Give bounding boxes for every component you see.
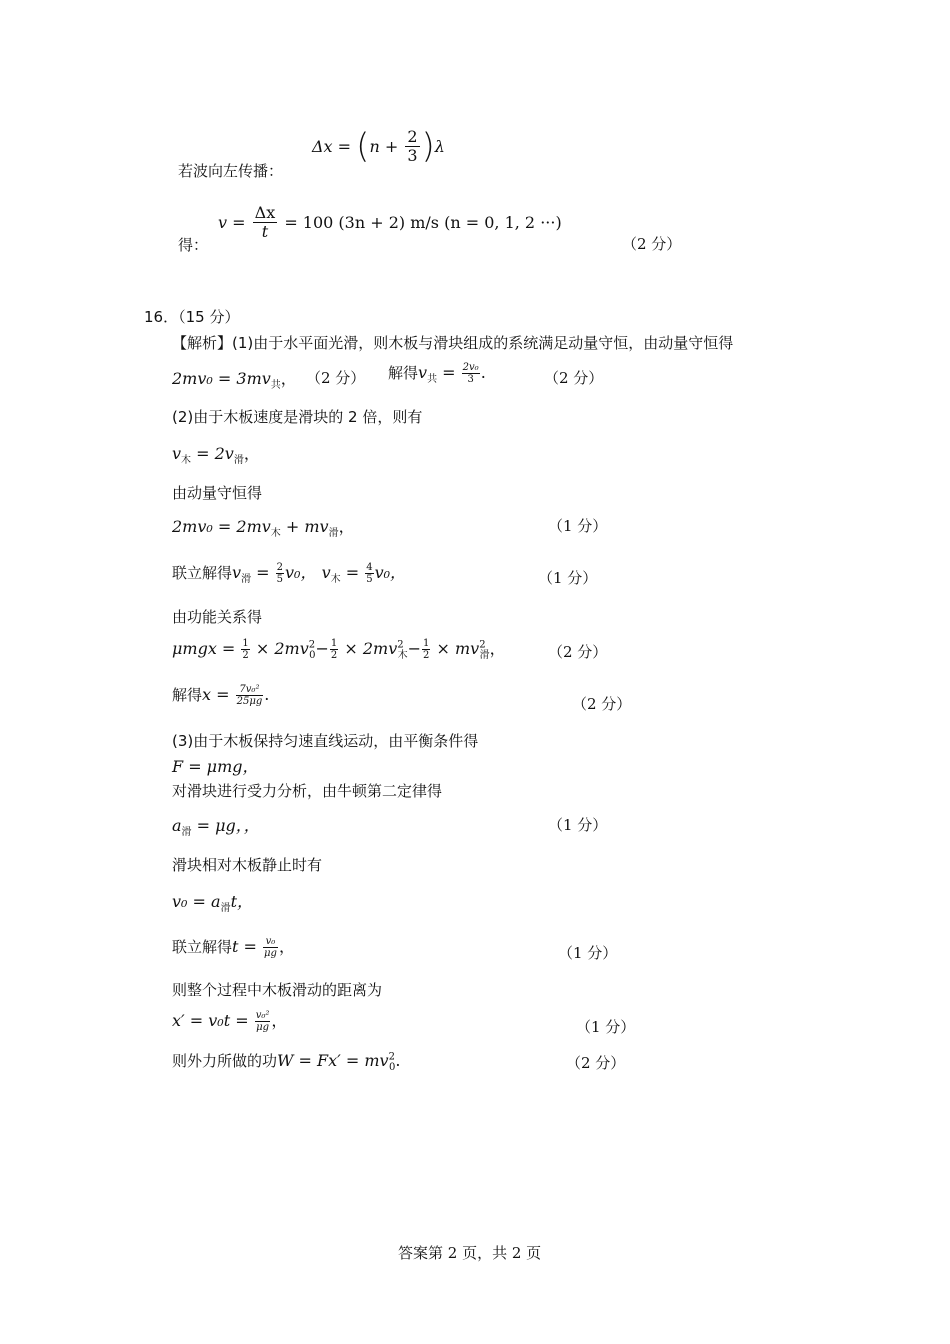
analysis-paragraph-6: 对滑块进行受力分析，由牛顿第二定律得 (172, 782, 443, 800)
score-eq8: （1 分） (548, 816, 608, 834)
analysis-paragraph-5: (3)由于木板保持匀速直线运动，由平衡条件得 (172, 732, 479, 750)
velocity-relation: $v_木 = 2v_滑$， (172, 444, 260, 467)
analysis-paragraph-8: 则整个过程中木板滑动的距离为 (172, 981, 383, 999)
analysis-paragraph-3: 由动量守恒得 (172, 484, 263, 502)
wave-left-label: 若波向左传播： (178, 162, 284, 180)
analysis-paragraph-7: 滑块相对木板静止时有 (172, 856, 323, 874)
score-eq1-a: （2 分） (306, 369, 366, 387)
score-eq6: （2 分） (572, 695, 632, 713)
energy-equation: μmgx = $\frac{1}{2}$ × $2mv^2_0-$ $\frac{1}{2}$ × $2mv^2_木-$ $\frac{1}{2}$ × $mv^2_滑$， (172, 638, 506, 662)
velocity-score: （2 分） (622, 235, 682, 253)
analysis-tag: 【解析】 (172, 334, 233, 352)
analysis-paragraph-2: (2)由于木板速度是滑块的 2 倍，则有 (172, 408, 423, 426)
velocity-label: 得： (178, 236, 209, 254)
solution-t: 联立解得t = $\frac{\text{v₀}}{\mu g}$ ， (172, 936, 295, 959)
wave-left-formula: Δx = (n + $\frac{2}{3}$ )λ (312, 126, 445, 167)
equilibrium-equation: F = μmg， (172, 757, 259, 776)
score-eq12: （2 分） (566, 1054, 626, 1072)
velocity-formula: v = $\frac{\Delta x}{t}$ = 100 (3n + 2) m/s (n = 0, 1, 2 ···) (218, 203, 562, 241)
score-eq1-b: （2 分） (544, 369, 604, 387)
solution-v-common: 解得$v_共$ = $\frac{\text{2v₀}}{3}$ . (388, 362, 486, 386)
question-16-header: 16．（15 分） (144, 308, 240, 326)
analysis-paragraph-1: 【解析】(1)由于水平面光滑，则木板与滑块组成的系统满足动量守恒，由动量守恒得 (172, 334, 734, 352)
solution-x: 解得x = $\frac{\text{7v₀²}}{25\mu g}$ . (172, 684, 270, 707)
page-footer: 答案第 2 页，共 2 页 (398, 1244, 542, 1262)
score-eq10: （1 分） (558, 944, 618, 962)
momentum-equation-1: $2mv_0 = 3mv_共$， (172, 369, 297, 392)
rest-condition-equation: $v_0 = a_滑t$， (172, 892, 254, 915)
score-eq11: （1 分） (576, 1018, 636, 1036)
work-equation: 则外力所做的功$W = Fx' = mv^2_0$. (172, 1051, 401, 1074)
solution-velocities: 联立解得$v_滑$ = $\frac{2}{5}$ v₀， $v_木$ = $\frac{4}{5}$ v₀， (172, 562, 407, 586)
score-eq3: （1 分） (548, 517, 608, 535)
acceleration-equation: $a_滑 = \mu g$，， (172, 816, 260, 839)
analysis-paragraph-4: 由功能关系得 (172, 608, 263, 626)
score-eq5: （2 分） (548, 643, 608, 661)
distance-equation: x′ = v₀t = $\frac{\text{v₀²}}{\mu g}$ ， (172, 1010, 288, 1033)
momentum-equation-2: $2mv_0 = 2mv_木 + mv_滑$， (172, 517, 355, 540)
score-eq4: （1 分） (538, 569, 598, 587)
